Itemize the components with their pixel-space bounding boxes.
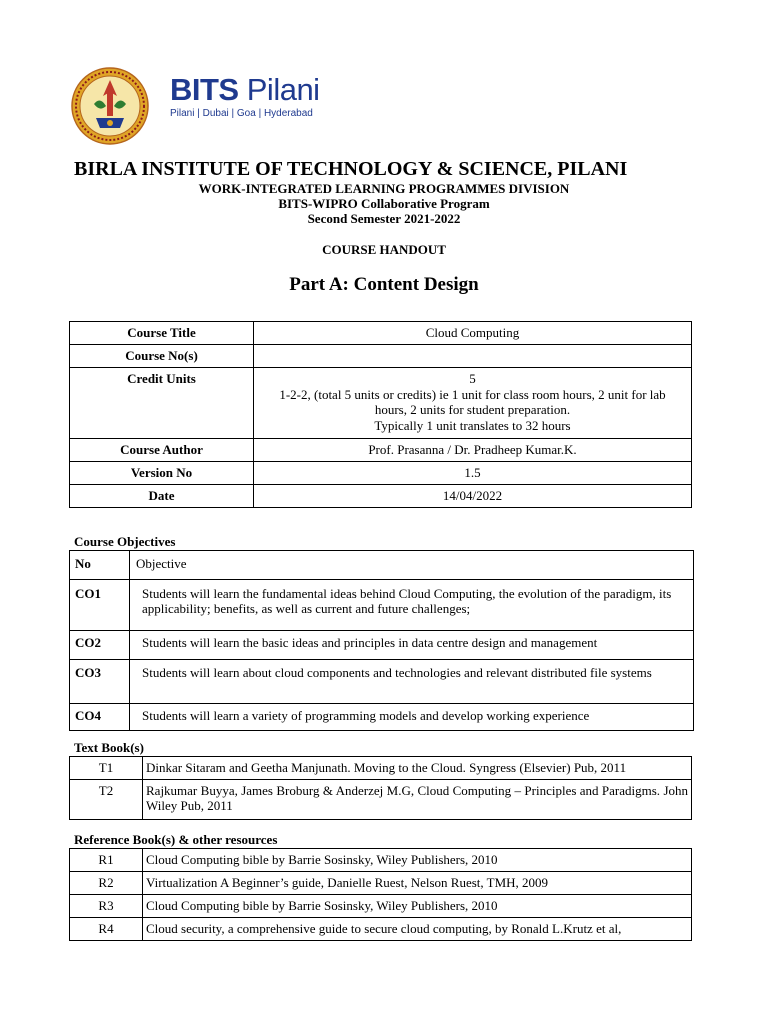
- version-value: 1.5: [254, 462, 692, 485]
- objectives-title: Course Objectives: [74, 534, 176, 549]
- objective-no: CO1: [70, 580, 130, 631]
- objectives-table: [69, 550, 694, 731]
- objective-text: Students will learn a variety of programming models and develop working experience: [130, 704, 694, 731]
- credit-units-line: hours, 2 units for student preparation.: [374, 402, 571, 417]
- brand-bold: BITS: [170, 72, 239, 107]
- objective-no: CO4: [70, 704, 130, 731]
- course-title-row: [70, 322, 692, 345]
- course-no-row: [70, 345, 692, 368]
- objectives-col-no: No: [70, 551, 130, 580]
- reference-text: Virtualization A Beginner’s guide, Danielle Ruest, Nelson Ruest, TMH, 2009: [143, 872, 692, 895]
- references-table: [69, 848, 692, 941]
- textbooks-title: Text Book(s): [74, 740, 144, 755]
- textbook-text: Dinkar Sitaram and Geetha Manjunath. Moving to the Cloud. Syngress (Elsevier) Pub, 2011: [143, 757, 692, 780]
- institute-name: BIRLA INSTITUTE OF TECHNOLOGY & SCIENCE, PILANI: [74, 158, 628, 180]
- date-row: [70, 485, 692, 508]
- course-title-label: Course Title: [70, 322, 254, 345]
- reference-id: R2: [70, 872, 143, 895]
- bits-pilani-logo: [70, 66, 340, 146]
- references-title: Reference Book(s) & other resources: [74, 832, 278, 847]
- reference-text: Cloud Computing bible by Barrie Sosinsky, Wiley Publishers, 2010: [143, 895, 692, 918]
- objective-row: [70, 660, 694, 704]
- credit-units-line: 5: [469, 371, 476, 386]
- credit-units-row: [70, 368, 692, 439]
- brand-wordmark: [170, 70, 320, 110]
- objective-row: [70, 631, 694, 660]
- course-author-label: Course Author: [70, 439, 254, 462]
- credit-units-label: Credit Units: [70, 368, 254, 439]
- reference-row: [70, 895, 692, 918]
- objective-row: [70, 580, 694, 631]
- brand-light: Pilani: [246, 72, 320, 107]
- course-author-row: [70, 439, 692, 462]
- course-info-table: [69, 321, 692, 508]
- reference-id: R4: [70, 918, 143, 941]
- date-label: Date: [70, 485, 254, 508]
- date-value: 14/04/2022: [254, 485, 692, 508]
- objective-no: CO3: [70, 660, 130, 704]
- textbooks-table: [69, 756, 692, 820]
- objective-text: Students will learn about cloud components and technologies and relevant distributed file systems: [130, 660, 694, 704]
- version-row: [70, 462, 692, 485]
- credit-units-line: 1-2-2, (total 5 units or credits) ie 1 unit for class room hours, 2 unit for lab: [279, 386, 666, 402]
- reference-row: [70, 918, 692, 941]
- textbook-id: T1: [70, 757, 143, 780]
- brand-campuses: Pilani | Dubai | Goa | Hyderabad: [170, 108, 313, 119]
- reference-id: R3: [70, 895, 143, 918]
- course-author-value: Prof. Prasanna / Dr. Pradheep Kumar.K.: [254, 439, 692, 462]
- reference-row: [70, 872, 692, 895]
- bits-seal-icon: [70, 66, 154, 146]
- textbook-row: [70, 780, 692, 820]
- objective-text: Students will learn the basic ideas and principles in data centre design and management: [130, 631, 694, 660]
- course-title-value: Cloud Computing: [254, 322, 692, 345]
- doc-type-heading: COURSE HANDOUT: [322, 242, 446, 257]
- course-no-label: Course No(s): [70, 345, 254, 368]
- textbook-row: [70, 757, 692, 780]
- credit-units-value: [254, 368, 692, 439]
- program-name: BITS-WIPRO Collaborative Program: [278, 196, 490, 211]
- reference-text: Cloud Computing bible by Barrie Sosinsky, Wiley Publishers, 2010: [143, 849, 692, 872]
- objective-text: Students will learn the fundamental ideas behind Cloud Computing, the evolution of the paradigm, its applicability; benefits, as well as current and future challenges;: [130, 580, 694, 631]
- division-name: WORK-INTEGRATED LEARNING PROGRAMMES DIVISION: [198, 181, 570, 196]
- objectives-header-row: [70, 551, 694, 580]
- reference-id: R1: [70, 849, 143, 872]
- part-a-heading: Part A: Content Design: [289, 274, 479, 295]
- objective-row: [70, 704, 694, 731]
- reference-row: [70, 849, 692, 872]
- credit-units-line: Typically 1 unit translates to 32 hours: [374, 417, 571, 433]
- semester-label: Second Semester 2021-2022: [307, 211, 461, 226]
- course-no-value: [254, 345, 692, 368]
- textbook-id: T2: [70, 780, 143, 820]
- textbook-text: Rajkumar Buyya, James Broburg & Anderzej M.G, Cloud Computing – Principles and Paradigms. John Wiley Pub, 2011: [143, 780, 692, 820]
- reference-text: Cloud security, a comprehensive guide to secure cloud computing, by Ronald L.Krutz et al,: [143, 918, 692, 941]
- version-label: Version No: [70, 462, 254, 485]
- objective-no: CO2: [70, 631, 130, 660]
- objectives-col-objective: Objective: [130, 551, 694, 580]
